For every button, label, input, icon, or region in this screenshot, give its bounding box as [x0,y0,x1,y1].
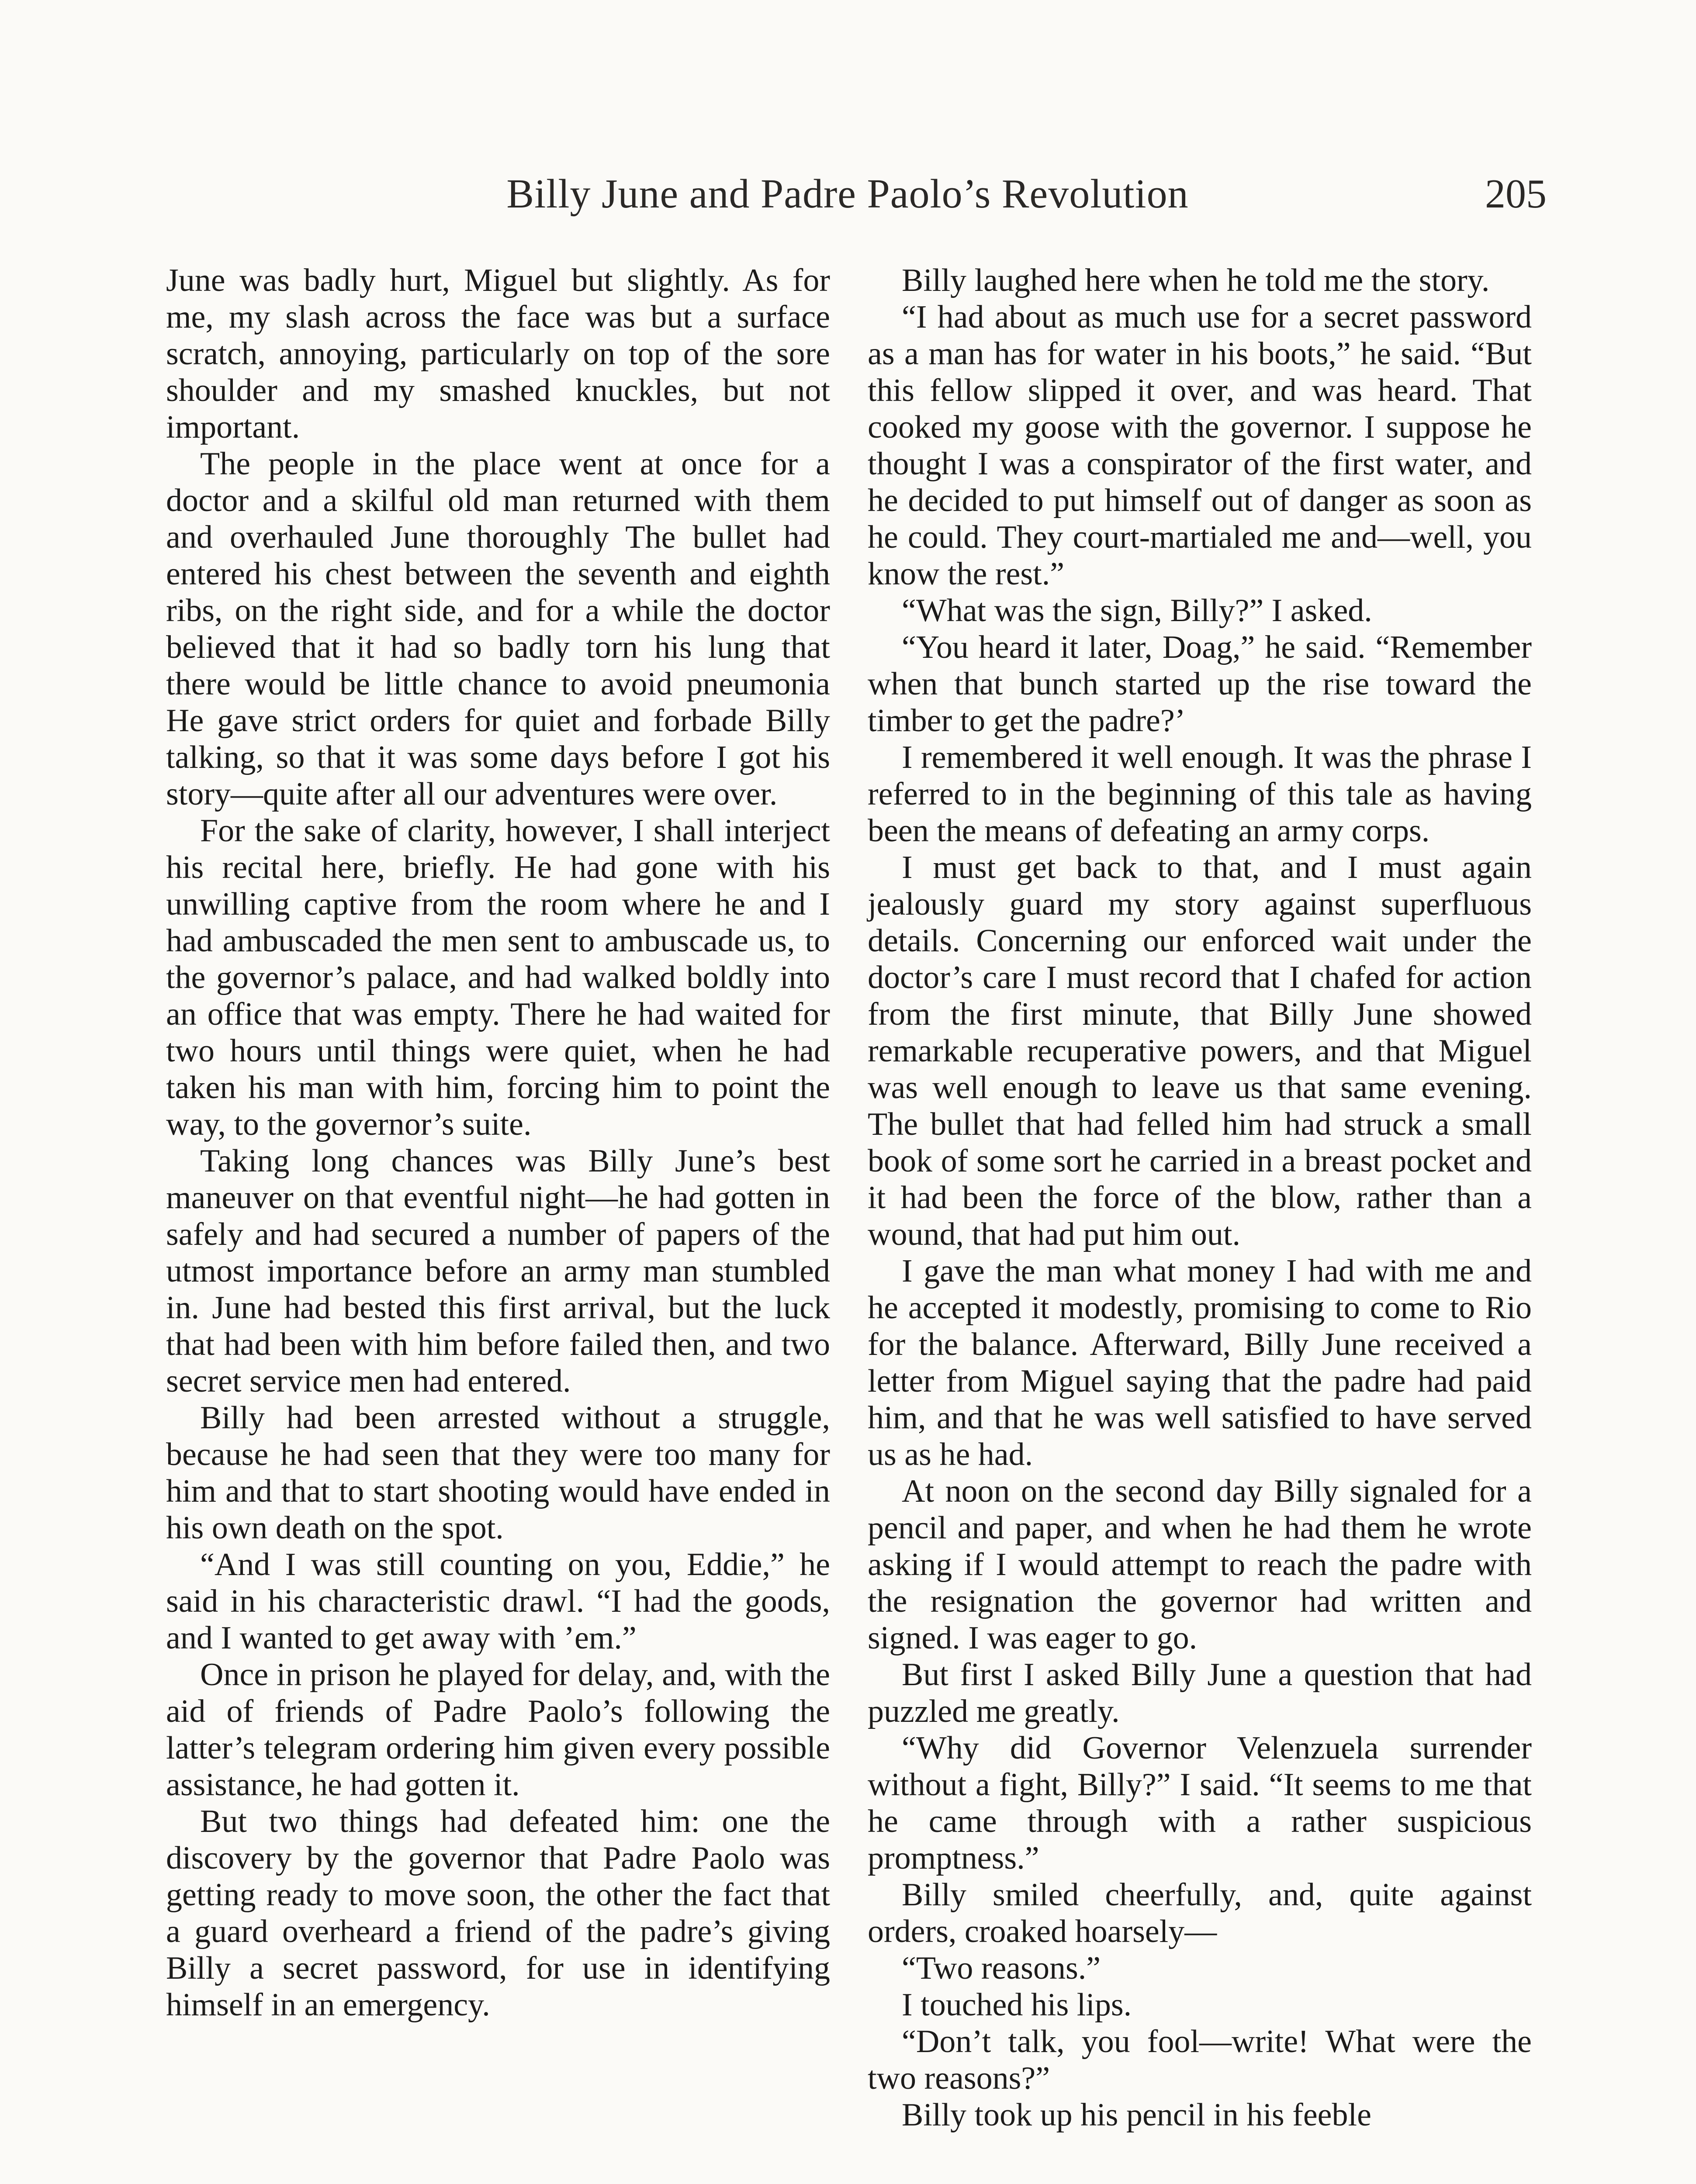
left-column [166,262,830,2023]
paragraph: The people in the place went at once for a doctor and a skilful old man returned with them and overhauled June thoroughly The bullet had entered his chest between the seventh and eighth ribs, on the right side, and for a while the doctor believed that it had so badly torn his lung that there would be little chance to avoid pneumonia He gave strict orders for quiet and forbade Billy talking, so that it was some days before I got his story—quite after all our adventures were over. [166,446,830,812]
paragraph: I remembered it well enough. It was the phrase I referred to in the beginning of this tale as having been the means of defeating an army corps. [868,740,1532,849]
paragraph: Once in prison he played for delay, and, with the aid of friends of Padre Paolo’s following the latter’s telegram ordering him given every possible assistance, he had gotten it. [166,1657,830,1803]
paragraph: But first I asked Billy June a question that had puzzled me greatly. [868,1657,1532,1729]
paragraph: Billy smiled cheerfully, and, quite against orders, croaked hoarsely— [868,1877,1532,1949]
paragraph: “I had about as much use for a secret password as a man has for water in his boots,” he said. “But this fellow slipped it over, and was heard. That cooked my goose with the governor. I suppose he thought I was a conspirator of the first water, and he decided to put himself out of danger as soon as he could. They court-martialed me and—well, you know the rest.” [868,299,1532,592]
running-title: Billy June and Padre Paolo’s Revolution [506,171,1189,217]
paragraph: “Don’t talk, you fool—write! What were the two reasons?” [868,2024,1532,2096]
paragraph: “Two reasons.” [902,1950,1101,1986]
paragraph: Billy laughed here when he told me the story. [902,263,1490,298]
paragraph: “And I was still counting on you, Eddie,” he said in his characteristic drawl. “I had the goods, and I wanted to get away with ’em.” [166,1547,830,1656]
right-column [868,262,1532,2133]
paragraph: Taking long chances was Billy June’s best maneuver on that eventful night—he had gotten in safely and had secured a number of papers of the utmost importance before an army man stumbled in. June had bested this first arrival, but the luck that had been with him before failed then, and two secret service men had entered. [166,1143,830,1399]
paragraph: I touched his lips. [902,1987,1132,2023]
paragraph: But two things had defeated him: one the discovery by the governor that Padre Paolo was getting ready to move soon, the other the fact that a guard overheard a friend of the padre’s giving Billy a secret password, for use in identifying himself in an emergency. [166,1804,830,2023]
page-number: 205 [1485,171,1547,217]
paragraph: At noon on the second day Billy signaled for a pencil and paper, and when he had them he wrote asking if I would attempt to reach the padre with the resignation the governor had written and signed. I was eager to go. [868,1473,1532,1656]
paragraph: “Why did Governor Velenzuela surrender without a fight, Billy?” I said. “It seems to me that he came through with a rather suspicious promptness.” [868,1730,1532,1876]
paragraph: “You heard it later, Doag,” he said. “Remember when that bunch started up the rise toward the timber to get the padre?’ [868,629,1532,739]
paragraph: I must get back to that, and I must again jealously guard my story against superfluous details. Concerning our enforced wait under the doctor’s care I must record that I chafed for action from the first minute, that Billy June showed remarkable recuperative powers, and that Miguel was well enough to leave us that same evening. The bullet that had felled him had struck a small book of some sort he carried in a breast pocket and it had been the force of the blow, rather than a wound, that had put him out. [868,850,1532,1252]
paragraph: Billy had been arrested without a struggle, because he had seen that they were too many for him and that to start shooting would have ended in his own death on the spot. [166,1400,830,1546]
running-header [166,170,1547,232]
paragraph: For the sake of clarity, however, I shall interject his recital here, briefly. He had gone with his unwilling captive from the room where he and I had ambuscaded the men sent to ambuscade us, to the governor’s palace, and had walked boldly into an office that was empty. There he had waited for two hours until things were quiet, when he had taken his man with him, forcing him to point the way, to the governor’s suite. [166,813,830,1142]
paragraph: June was badly hurt, Miguel but slightly. As for me, my slash across the face was but a surface scratch, annoying, particularly on top of the sore shoulder and my smashed knuckles, but not important. [166,263,830,445]
paragraph: Billy took up his pencil in his feeble [902,2097,1371,2133]
paragraph: I gave the man what money I had with me and he accepted it modestly, promising to come to Rio for the balance. Afterward, Billy June received a letter from Miguel saying that the padre had paid him, and that he was well satisfied to have served us as he had. [868,1253,1532,1472]
paragraph: “What was the sign, Billy?” I asked. [902,593,1372,629]
